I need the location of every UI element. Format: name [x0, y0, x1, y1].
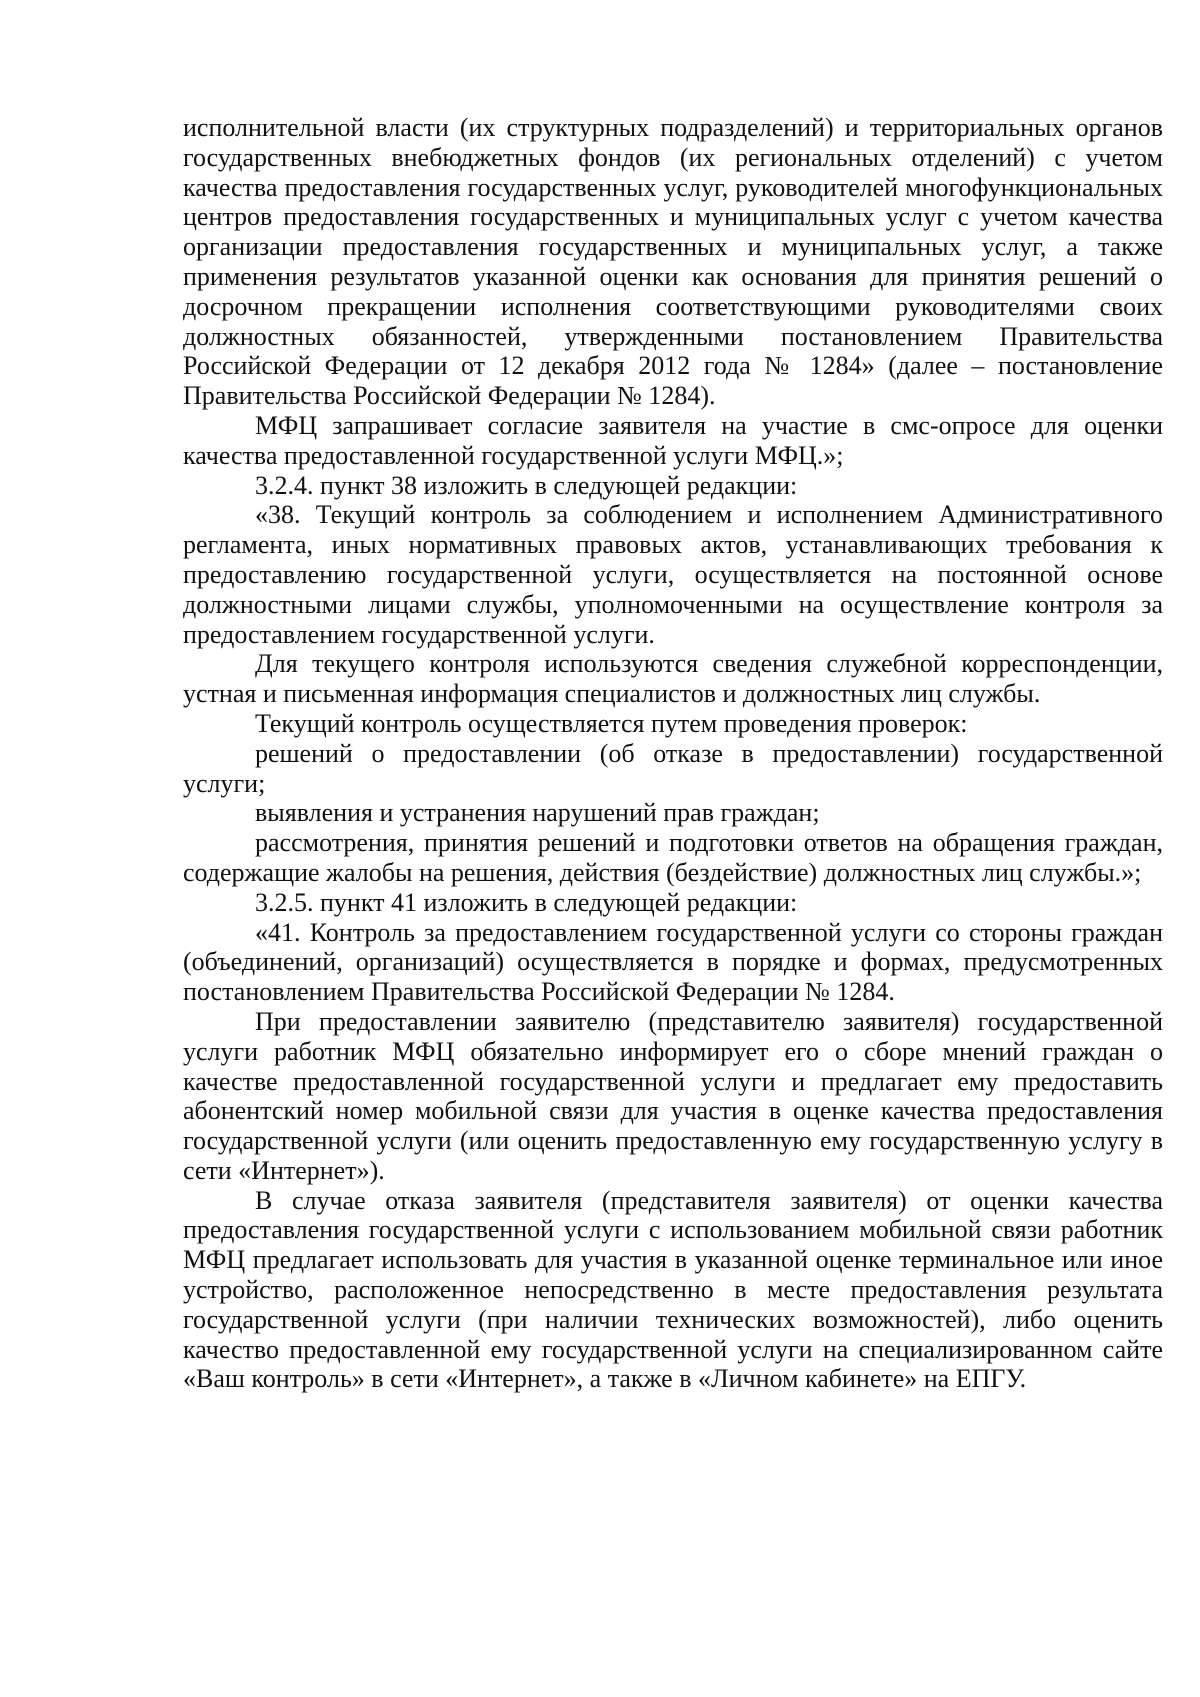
paragraph-current-control-checks: Текущий контроль осуществляется путем проведения проверок:	[255, 708, 968, 738]
paragraph-check-appeals: рассмотрения, принятия решений и подготовки ответов на обращения граждан, содержащие жалобы на решения, действия (бездействие) должностных лиц службы.»;	[183, 828, 1163, 887]
paragraph-check-violations: выявления и устранения нарушений прав граждан;	[255, 798, 820, 828]
paragraph-item-3-2-5: 3.2.5. пункт 41 изложить в следующей редакции:	[255, 887, 798, 917]
paragraph-point-38: «38. Текущий контроль за соблюдением и исполнением Административного регламента, иных нормативных правовых актов, устанавливающих требования к предоставлению государственной услуги, осуществляется на постоянной основе должностными лицами службы, уполномоченными на осуществление контроля за предоставлением государственной услуги.	[183, 500, 1163, 649]
paragraph-point-41: «41. Контроль за предоставлением государственной услуги со стороны граждан (объединений, организаций) осуществляется в порядке и формах, предусмотренных постановлением Правительства Российской Федерации № 1284.	[183, 917, 1163, 1007]
paragraph-refusal-case: В случае отказа заявителя (представителя заявителя) от оценки качества предоставления государственной услуги с использованием мобильной связи работник МФЦ предлагает использовать для участия в указанной оценке терминальное или иное устройство, расположенное непосредственно в месте предоставления результата государственной услуги (при наличии технических возможностей), либо оценить качество предоставленной ему государственной услуги на специализированном сайте «Ваш контроль» в сети «Интернет», а также в «Личном кабинете» на ЕПГУ.	[183, 1185, 1163, 1394]
paragraph-mfc-informs: При предоставлении заявителю (представителю заявителя) государственной услуги работник МФЦ обязательно информирует его о сборе мнений граждан о качестве предоставленной государственной услуги и предлагает ему предоставить абонентский номер мобильной связи для участия в оценке качества предоставления государственной услуги (или оценить предоставленную ему государственную услугу в сети «Интернет»).	[183, 1006, 1163, 1185]
document-page	[183, 113, 1163, 1394]
paragraph-item-3-2-4: 3.2.4. пункт 38 изложить в следующей редакции:	[255, 470, 798, 500]
paragraph-check-decisions: решений о предоставлении (об отказе в предоставлении) государственной услуги;	[183, 738, 1163, 798]
paragraph-current-control-sources: Для текущего контроля используются сведения служебной корреспонденции, устная и письменная информация специалистов и должностных лиц службы.	[183, 649, 1163, 709]
paragraph-sms-consent: МФЦ запрашивает согласие заявителя на участие в смс-опросе для оценки качества предоставленной государственной услуги МФЦ.»;	[183, 410, 1163, 470]
paragraph-continuation: исполнительной власти (их структурных подразделений) и территориальных органов государственных внебюджетных фондов (их региональных отделений) с учетом качества предоставления государственных услуг, руководителей многофункциональных центров предоставления государственных и муниципальных услуг с учетом качества организации предоставления государственных и муниципальных услуг, а также применения результатов указанной оценки как основания для принятия решений о досрочном прекращении исполнения соответствующими руководителями своих должностных обязанностей, утвержденными постановлением Правительства Российской Федерации от 12 декабря 2012 года № 1284» (далее – постановление Правительства Российской Федерации № 1284).	[183, 113, 1163, 411]
